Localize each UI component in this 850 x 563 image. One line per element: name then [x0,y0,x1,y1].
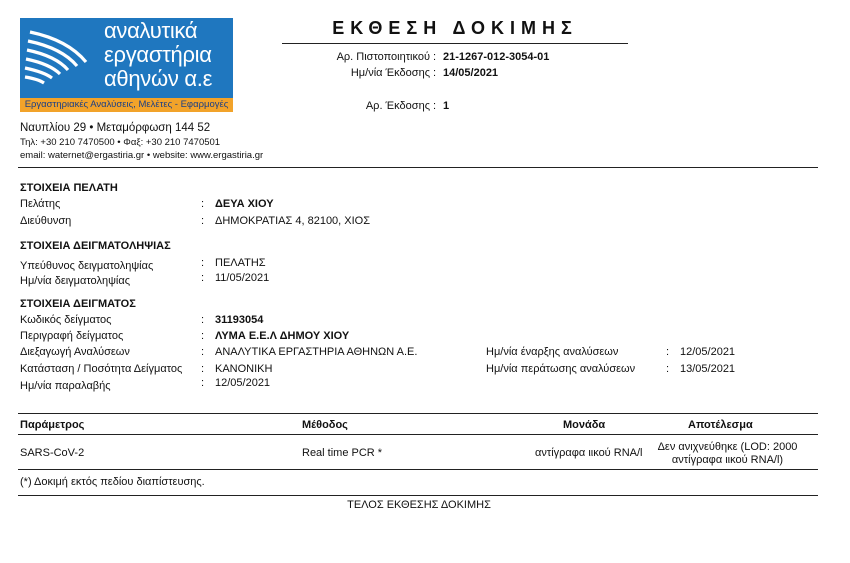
analysis-start-label: Ημ/νία έναρξης αναλύσεων [486,346,619,358]
analysis-value: ΑΝΑΛΥΤΙΚΑ ΕΡΓΑΣΤΗΡΙΑ ΑΘΗΝΩΝ Α.Ε. [215,346,418,358]
sampling-responsible-value: ΠΕΛΑΤΗΣ [215,257,266,269]
company-address: Ναυπλίου 29 • Μεταμόρφωση 144 52 [20,122,211,134]
analysis-colon: : [201,346,205,358]
table-header-border [18,434,818,435]
sampling-responsible-label: Υπεύθυνος δειγματοληψίας [20,260,154,272]
issue-number-label: Αρ. Έκδοσης [365,100,430,112]
row-result-line-1: Δεν ανιχνεύθηκε (LOD: 2000 [657,441,798,453]
client-address-value: ΔΗΜΟΚΡΑΤΙΑΣ 4, 82100, ΧΙΟΣ [215,215,371,227]
report-end: ΤΕΛΟΣ ΕΚΘΕΣΗΣ ΔΟΚΙΜΗΣ [347,499,491,511]
sampling-date-colon: : [201,272,205,284]
logo-line-1: αναλυτικά [104,18,198,43]
sampling-responsible-colon: : [201,257,205,269]
row-unit: αντίγραφα ιικού RNA/l [535,447,643,459]
sample-description-label: Περιγραφή δείγματος [20,330,124,342]
received-colon: : [201,377,205,389]
table-bottom-border [18,469,818,470]
condition-label: Κατάσταση / Ποσότητα Δείγματος [20,363,183,375]
row-result-line-2: αντίγραφα ιικού RNA/l) [671,454,784,466]
client-address-label: Διεύθυνση [20,215,72,227]
client-address-colon: : [201,215,205,227]
client-name-value: ΔΕΥΑ ΧΙΟΥ [215,198,274,210]
analysis-start-colon: : [666,346,670,358]
issue-date-colon: : [433,67,437,79]
column-header-unit: Μονάδα [563,419,606,431]
analysis-end-value: 13/05/2021 [680,363,736,375]
received-value: 12/05/2021 [215,377,271,389]
condition-value: ΚΑΝΟΝΙΚΗ [215,363,273,375]
column-header-method: Μέθοδος [302,419,348,431]
divider-top [18,167,818,168]
sample-code-label: Κωδικός δείγματος [20,314,112,326]
client-name-colon: : [201,198,205,210]
analysis-end-label: Ημ/νία περάτωσης αναλύσεων [486,363,636,375]
issue-date-label: Ημ/νία Έκδοσης [350,67,430,79]
logo-tagline: Εργαστηριακές Αναλύσεις, Μελέτες - Εφαρμογές [20,98,233,112]
row-method: Real time PCR * [302,447,383,459]
column-header-parameter: Παράμετρος [20,419,85,431]
issue-number-colon: : [433,100,437,112]
certificate-colon: : [433,51,437,63]
certificate-label-text: Αρ. Πιστοποιητικού [336,51,430,63]
sampling-date-label: Ημ/νία δειγματοληψίας [20,275,131,287]
sampling-date-value: 11/05/2021 [215,272,270,284]
received-label: Ημ/νία παραλαβής [20,380,111,392]
sample-section-title: ΣΤΟΙΧΕΙΑ ΔΕΙΓΜΑΤΟΣ [20,298,136,310]
analysis-start-value: 12/05/2021 [680,346,736,358]
table-top-border [18,413,818,414]
certificate-value: 21-1267-012-3054-01 [443,51,550,63]
footnote: (*) Δοκιμή εκτός πεδίου διαπίστευσης. [20,476,205,488]
issue-date-value: 14/05/2021 [443,67,499,79]
column-header-result: Αποτέλεσμα [688,419,753,431]
analysis-label: Διεξαγωγή Αναλύσεων [20,346,130,358]
company-phones: Τηλ: +30 210 7470500 • Φαξ: +30 210 7470501 [20,137,221,148]
sampling-section-title: ΣΤΟΙΧΕΙΑ ΔΕΙΓΜΑΤΟΛΗΨΙΑΣ [20,240,171,252]
logo-line-2: εργαστήρια [104,42,212,67]
report-title: ΕΚΘΕΣΗ ΔΟΚΙΜΗΣ [282,18,628,44]
sample-description-value: ΛΥΜΑ Ε.Ε.Λ ΔΗΜΟΥ ΧΙΟΥ [215,330,350,342]
condition-colon: : [201,363,205,375]
client-name-label: Πελάτης [20,198,61,210]
sample-code-value: 31193054 [215,314,264,326]
logo-line-3: αθηνών α.ε [104,66,213,91]
analysis-end-colon: : [666,363,670,375]
sample-description-colon: : [201,330,205,342]
sample-code-colon: : [201,314,205,326]
row-result [640,441,815,467]
company-contact: email: waternet@ergastiria.gr • website: www.ergastiria.gr [20,150,264,161]
divider-bottom [18,495,818,496]
client-section-title: ΣΤΟΙΧΕΙΑ ΠΕΛΑΤΗ [20,182,118,194]
row-parameter: SARS-CoV-2 [20,447,85,459]
issue-number-value: 1 [443,100,450,112]
